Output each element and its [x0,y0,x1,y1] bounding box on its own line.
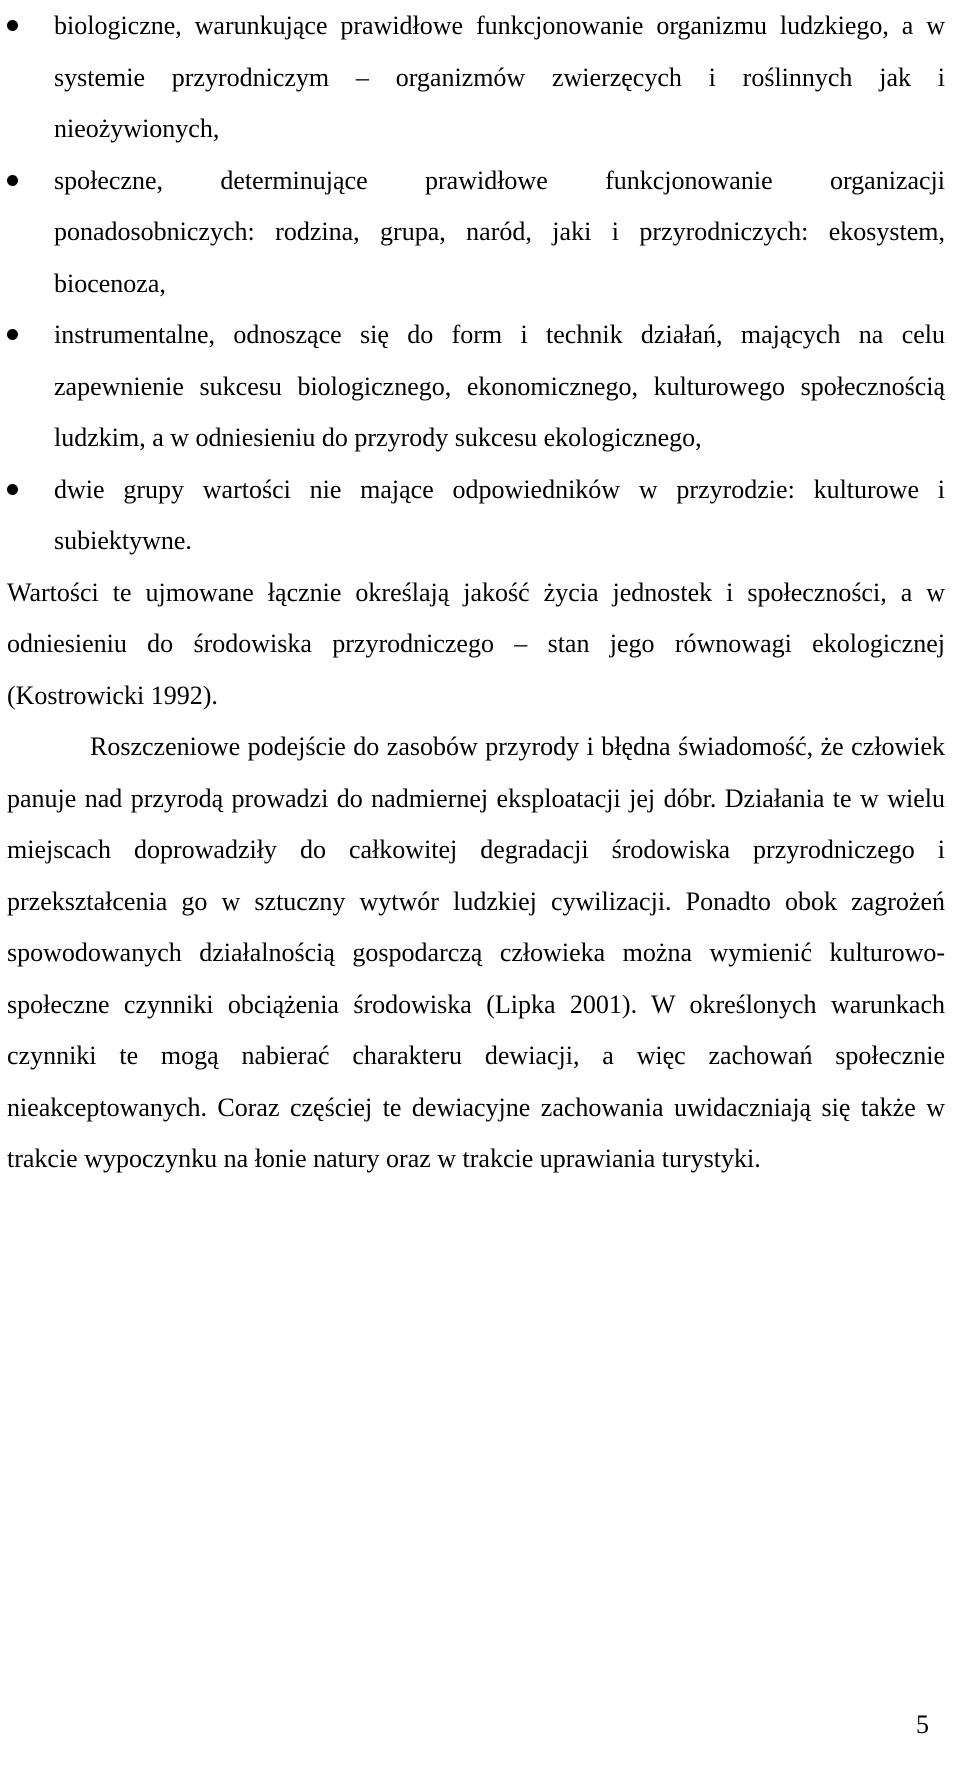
list-item [7,0,945,155]
paragraph-tourism-deviations: Roszczeniowe podejście do zasobów przyrody i błędna świadomość, że człowiek panuje nad przyrodą prowadzi do nadmiernej eksploatacji jej dóbr. Działania te w wielu miejscach doprowadziły do całkowitej degradacji środowiska przyrodniczego i przekształcenia go w sztuczny wytwór ludzkiej cywilizacji. Ponadto obok zagrożeń spowodowanych działalnością gospodarczą człowieka można wymienić kulturowo-społeczne czynniki obciążenia środowiska (Lipka 2001). W określonych warunkach czynniki te mogą nabierać charakteru dewiacji, a więc zachowań społecznie nieakceptowanych. Coraz częściej te dewiacyjne zachowania uwidaczniają się także w trakcie wypoczynku na łonie natury oraz w trakcie uprawiania turystyki. [7,732,945,1173]
bullet-icon [7,329,18,340]
list-item [7,309,945,464]
list-item-text: biologiczne, warunkujące prawidłowe funkcjonowanie organizmu ludzkiego, a w systemie przyrodniczym – organizmów zwierzęcych i roślinnych jak i nieożywionych, [54,11,945,143]
page-number: 5 [916,1710,929,1739]
bullet-icon [7,175,18,186]
list-item-text: dwie grupy wartości nie mające odpowiedników w przyrodzie: kulturowe i subiektywne. [54,474,945,555]
bullet-icon [7,484,18,495]
list-item [7,464,945,567]
document-body [7,0,945,1185]
list-item-text: instrumentalne, odnoszące się do form i technik działań, mających na celu zapewnienie sukcesu biologicznego, ekonomicznego, kulturowego społecznością ludzkim, a w odniesieniu do przyrody sukcesu ekologicznego, [54,320,945,452]
list-item-text: społeczne, determinujące prawidłowe funkcjonowanie organizacji ponadosobniczych: rodzina, grupa, naród, jaki i przyrodniczych: ekosystem, biocenoza, [54,165,945,298]
bullet-icon [7,20,18,31]
value-list [7,0,945,567]
paragraph-quality-of-life: Wartości te ujmowane łącznie określają jakość życia jednostek i społeczności, a w odniesieniu do środowiska przyrodniczego – stan jego równowagi ekologicznej (Kostrowicki 1992). [7,577,945,710]
list-item [7,155,945,310]
